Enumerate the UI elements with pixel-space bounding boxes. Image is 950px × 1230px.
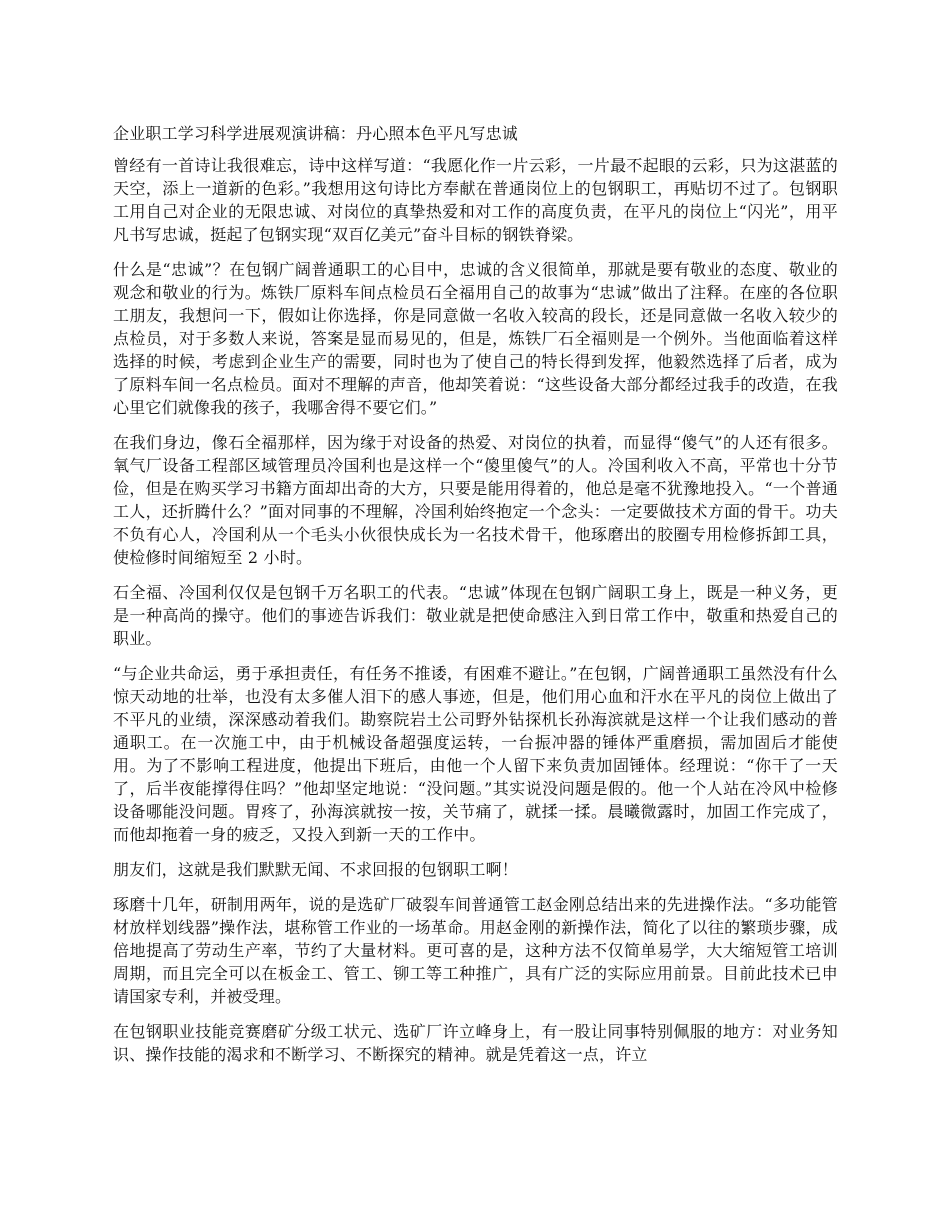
document-page bbox=[113, 122, 838, 1078]
paragraph-7: 琢磨十几年，研制用两年，说的是选矿厂破裂车间普通管工赵金刚总结出来的先进操作法。“多功能管材放样划线器”操作法，堪称管工作业的一场革命。用赵金刚的新操作法，简化了以往的繁琐步骤，成倍地提高了劳动生产率，节约了大量材料。更可喜的是，这种方法不仅简单易学，大大缩短管工培训周期，而且完全可以在板金工、管工、铆工等工种推广，具有广泛的实际应用前景。目前此技术已申请国家专利，并被受理。 bbox=[113, 895, 838, 1006]
paragraph-5: “与企业共命运，勇于承担责任，有任务不推诿，有困难不避让。”在包钢，广阔普通职工虽然没有什么惊天动地的壮举，也没有太多催人泪下的感人事迹，但是，他们用心血和汗水在平凡的岗位上做出了不平凡的业绩，深深感动着我们。勘察院岩土公司野外钻探机长孙海滨就是这样一个让我们感动的普通职工。在一次施工中，由于机械设备超强度运转，一台振冲器的锤体严重磨损，需加固后才能使用。为了不影响工程进度，他提出下班后，由他一个人留下来负责加固锤体。经理说：“你干了一天了，后半夜能撑得住吗？”他却坚定地说：“没问题。”其实说没问题是假的。他一个人站在冷风中检修设备哪能没问题。胃疼了，孙海滨就按一按，关节痛了，就揉一揉。晨曦微露时，加固工作完成了，而他却拖着一身的疲乏，又投入到新一天的工作中。 bbox=[113, 664, 838, 844]
document-title: 企业职工学习科学进展观演讲稿：丹心照本色平凡写忠诚 bbox=[113, 124, 519, 143]
paragraph-3: 在我们身边，像石全福那样，因为缘于对设备的热爱、对岗位的执着，而显得“傻气”的人还有很多。氧气厂设备工程部区域管理员冷国利也是这样一个“傻里傻气”的人。冷国利收入不高，平常也十分节俭，但是在购买学习书籍方面却出奇的大方，只要是能用得着的，他总是毫不犹豫地投入。“一个普通工人，还折腾什么？”面对同事的不理解，冷国利始终抱定一个念头：一定要做技术方面的骨干。功夫不负有心人，冷国利从一个毛头小伙很快成长为一名技术骨干，他琢磨出的胶圈专用检修拆卸工具，使检修时间缩短至 2 小时。 bbox=[113, 433, 838, 567]
paragraph-4: 石全福、冷国利仅仅是包钢千万名职工的代表。“忠诚”体现在包钢广阔职工身上，既是一种义务，更是一种高尚的操守。他们的事迹告诉我们：敬业就是把使命感注入到日常工作中，敬重和热爱自己的职业。 bbox=[113, 583, 838, 648]
paragraph-2: 什么是“忠诚”？在包钢广阔普通职工的心目中，忠诚的含义很简单，那就是要有敬业的态度、敬业的观念和敬业的行为。炼铁厂原料车间点检员石全福用自己的故事为“忠诚”做出了注释。在座的各位职工朋友，我想问一下，假如让你选择，你是同意做一名收入较高的段长，还是同意做一名收入较少的点检员，对于多数人来说，答案是显而易见的，但是，炼铁厂石全福则是一个例外。当他面临着这样选择的时候，考虑到企业生产的需要，同时也为了使自己的特长得到发挥，他毅然选择了后者，成为了原料车间一名点检员。面对不理解的声音，他却笑着说：“这些设备大部分都经过我手的改造，在我心里它们就像我的孩子，我哪舍得不要它们。” bbox=[113, 260, 838, 417]
paragraph-8: 在包钢职业技能竞赛磨矿分级工状元、选矿厂许立峰身上，有一股让同事特别佩服的地方：对业务知识、操作技能的渴求和不断学习、不断探究的精神。就是凭着这一点，许立 bbox=[113, 1022, 838, 1064]
paragraph-6: 朋友们，这就是我们默默无闻、不求回报的包钢职工啊！ bbox=[113, 860, 519, 879]
paragraph-1: 曾经有一首诗让我很难忘，诗中这样写道：“我愿化作一片云彩，一片最不起眼的云彩，只为这湛蓝的天空，添上一道新的色彩。”我想用这句诗比方奉献在普通岗位上的包钢职工，再贴切不过了。包钢职工用自己对企业的无限忠诚、对岗位的真挚热爱和对工作的高度负责，在平凡的岗位上“闪光”，用平凡书写忠诚，挺起了包钢实现“双百亿美元”奋斗目标的钢铁脊梁。 bbox=[113, 156, 838, 244]
